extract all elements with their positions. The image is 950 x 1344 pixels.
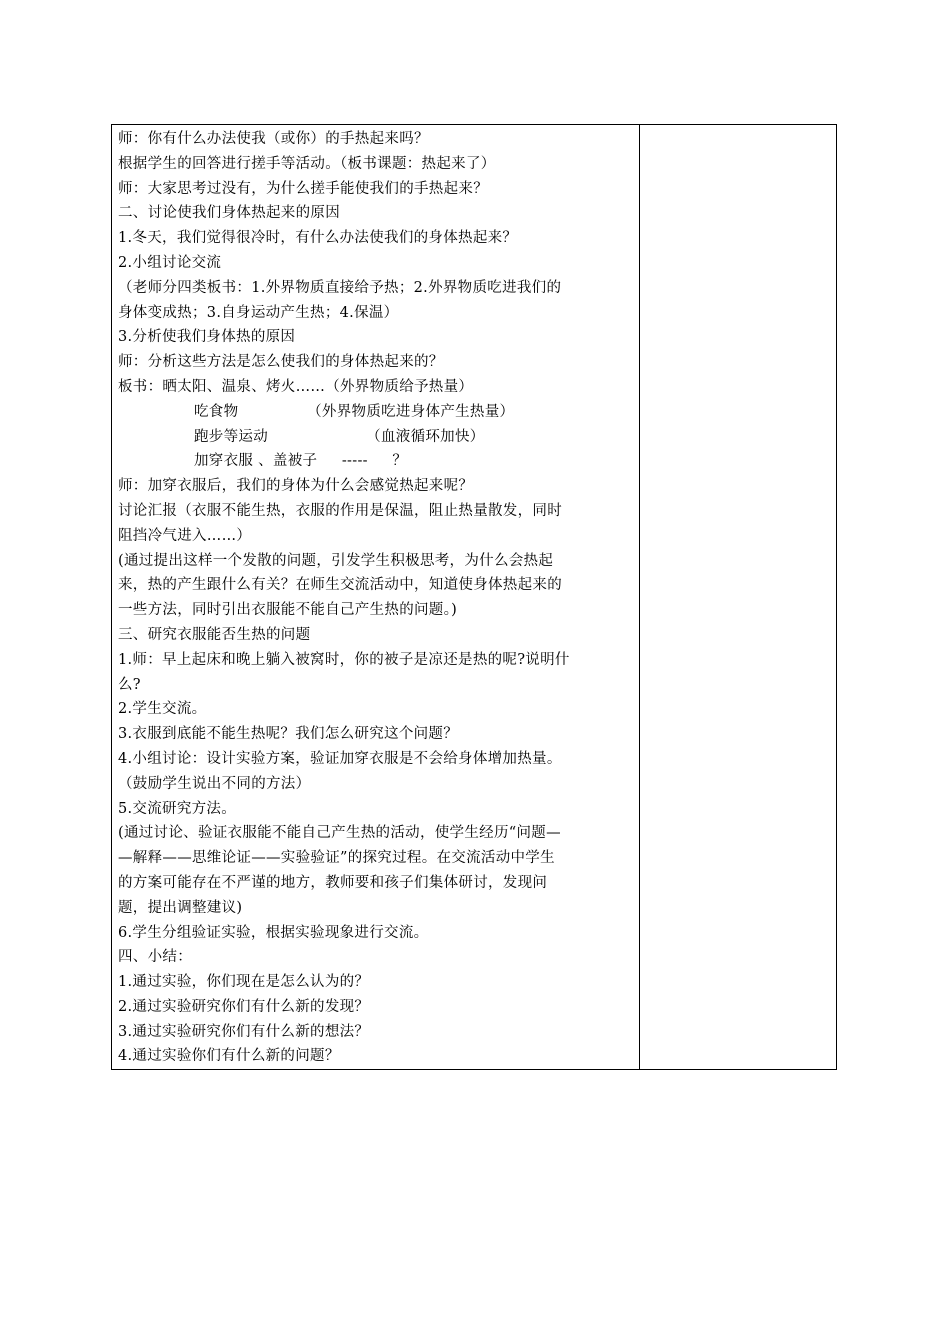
text-line: 吃食物 （外界物质吃进身体产生热量）	[194, 403, 515, 420]
text-line: 2.小组讨论交流	[118, 254, 222, 271]
text-line: 师：分析这些方法是怎么使我们的身体热起来的？	[118, 354, 444, 371]
text-line: 4.通过实验你们有什么新的问题？	[118, 1048, 340, 1065]
text-line: （老师分四类板书：1.外界物质直接给予热；2.外界物质吃进我们的	[118, 279, 562, 296]
text-line: 3.分析使我们身体热的原因	[118, 329, 296, 346]
section-heading: 三、研究衣服能否生热的问题	[118, 626, 311, 643]
section-heading: 四、小结：	[118, 949, 192, 966]
text-line: 师：你有什么办法使我（或你）的手热起来吗？	[118, 131, 429, 147]
text-line: 么?	[118, 676, 141, 693]
text-line: 题，提出调整建议)	[118, 899, 243, 916]
text-line: 1.师：早上起床和晚上躺入被窝时，你的被子是凉还是热的呢?说明什	[118, 651, 570, 668]
text-line: 5.交流研究方法。	[118, 800, 237, 817]
text-line: 根据学生的回答进行搓手等活动。（板书课题：热起来了）	[118, 155, 496, 172]
text-line: 跑步等运动 （血液循环加快）	[194, 428, 485, 445]
text-line: (通过讨论、验证衣服能不能自己产生热的活动，使学生经历“问题—	[118, 825, 561, 842]
text-line: (通过提出这样一个发散的问题，引发学生积极思考，为什么会热起	[118, 552, 554, 569]
text-line: 阻挡冷气进入……）	[118, 527, 252, 544]
text-line: —解释——思维论证——实验验证”的探究过程。在交流活动中学生	[118, 850, 555, 867]
text-line: 1.通过实验，你们现在是怎么认为的？	[118, 974, 370, 991]
text-line: 师：大家思考过没有，为什么搓手能使我们的手热起来？	[118, 180, 488, 197]
text-line: 加穿衣服 、盖被子 ----- ？	[194, 453, 408, 470]
text-line: 3.衣服到底能不能生热呢？我们怎么研究这个问题？	[118, 726, 459, 743]
text-line: 的方案可能存在不严谨的地方，教师要和孩子们集体研讨，发现问	[118, 874, 548, 891]
text-line: 2.学生交流。	[118, 701, 207, 718]
text-line: 身体变成热；3.自身运动产生热；4.保温）	[118, 304, 399, 321]
text-line: 4.小组讨论：设计实验方案，验证加穿衣服是不会给身体增加热量。	[118, 750, 562, 767]
text-line: 板书：晒太阳、温泉、烤火……（外界物质给予热量）	[118, 378, 474, 395]
section-heading: 二、讨论使我们身体热起来的原因	[118, 205, 340, 222]
text-line: （鼓励学生说出不同的方法）	[118, 775, 311, 792]
text-line: 一些方法，同时引出衣服能不能自己产生热的问题。)	[118, 602, 458, 619]
text-line: 6.学生分组验证实验，根据实验现象进行交流。	[118, 924, 429, 941]
notes-cell	[640, 125, 836, 1069]
text-line: 讨论汇报（衣服不能生热，衣服的作用是保温，阻止热量散发，同时	[118, 502, 562, 519]
text-line: 师：加穿衣服后，我们的身体为什么会感觉热起来呢？	[118, 478, 474, 495]
text-line: 2.通过实验研究你们有什么新的发现？	[118, 998, 370, 1015]
lesson-content-cell	[118, 127, 634, 1069]
lesson-table	[111, 124, 837, 1070]
text-line: 1.冬天，我们觉得很冷时，有什么办法使我们的身体热起来？	[118, 230, 518, 247]
text-line: 来，热的产生跟什么有关？在师生交流活动中，知道使身体热起来的	[118, 577, 562, 594]
text-line: 3.通过实验研究你们有什么新的想法？	[118, 1023, 370, 1040]
